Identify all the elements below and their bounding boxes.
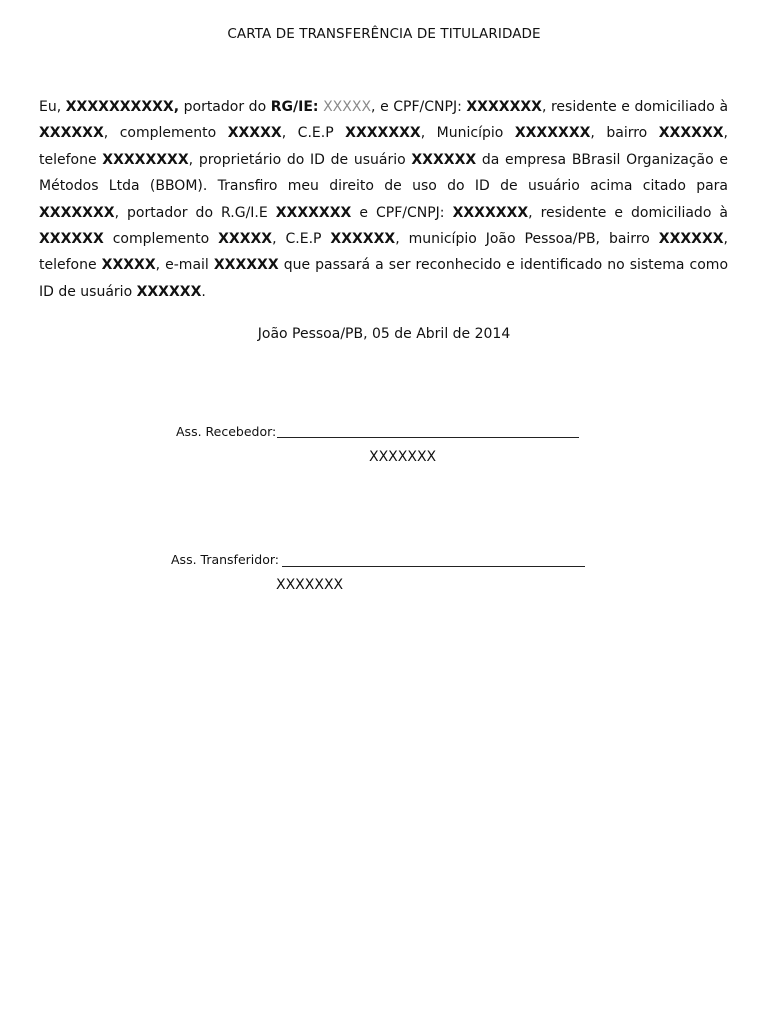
paragraph-text: , residente e domiciliado à	[528, 204, 728, 221]
receiver-signature-line	[277, 437, 579, 438]
transferor-signature-line	[282, 566, 585, 567]
paragraph-text: da empresa BBrasil Organização e Métodos Ltda (BBOM). Transfiro meu direito de uso do ID de usuário acima citado para	[39, 151, 728, 195]
paragraph-text: Eu,	[39, 99, 66, 115]
paragraph-text: , e CPF/CNPJ:	[371, 99, 467, 115]
placeholder-field: XXXXXXX	[275, 204, 352, 221]
placeholder-field: XXXXXX	[39, 125, 104, 142]
paragraph-text: .	[201, 283, 206, 300]
paragraph-text: complemento	[103, 231, 219, 248]
paragraph-text: , município João Pessoa/PB, bairro	[395, 231, 659, 248]
date-line: João Pessoa/PB, 05 de Abril de 2014	[257, 326, 511, 342]
placeholder-field: XXXXXX	[658, 125, 724, 142]
placeholder-field: XXXXXX	[411, 151, 477, 168]
transferor-signature-label: Ass. Transferidor:	[171, 552, 279, 567]
paragraph-text: que passará a ser reconhecido e identificado no sistema como ID de usuário	[39, 257, 729, 300]
paragraph-text: , telefone	[39, 231, 728, 274]
rg-ie-label: RG/IE:	[270, 99, 319, 115]
placeholder-field: XXXXXX	[39, 231, 104, 248]
paragraph-text: , e-mail	[155, 257, 214, 274]
paragraph-text: , C.E.P	[272, 231, 331, 248]
placeholder-field: XXXXXXX	[452, 204, 529, 221]
paragraph-text: , proprietário do ID de usuário	[188, 151, 412, 168]
placeholder-field: XXXXXXX	[514, 125, 591, 142]
placeholder-field: XXXXX	[101, 257, 156, 274]
placeholder-field: XXXXXXXXXX,	[65, 99, 180, 115]
placeholder-field: XXXXX	[227, 125, 282, 142]
placeholder-field: XXXXXX	[213, 257, 279, 274]
placeholder-field: XXXXXXX	[345, 125, 421, 142]
placeholder-field: XXXXXXX	[466, 99, 542, 115]
placeholder-field: XXXXXXXX	[102, 151, 189, 168]
placeholder-field: XXXXXX	[658, 231, 724, 248]
placeholder-field: XXXXXX	[330, 231, 396, 248]
placeholder-field: XXXXXXX	[39, 204, 115, 221]
placeholder-field: XXXXX	[218, 231, 273, 248]
document-title: CARTA DE TRANSFERÊNCIA DE TITULARIDADE	[227, 26, 541, 42]
paragraph-text: portador do	[179, 99, 271, 115]
receiver-name: XXXXXXX	[369, 449, 437, 465]
paragraph-text: , portador do R.G/I.E	[114, 204, 276, 221]
paragraph-text: , residente e domiciliado à	[541, 99, 729, 115]
placeholder-field: XXXXXX	[136, 283, 202, 300]
transferor-name: XXXXXXX	[276, 577, 344, 593]
paragraph-text: , telefone	[39, 125, 728, 168]
paragraph-text: , bairro	[590, 125, 659, 142]
paragraph-text: , Município	[420, 125, 515, 142]
placeholder-field: XXXXX	[323, 99, 372, 115]
transfer-paragraph	[39, 94, 728, 305]
paragraph-text: e CPF/CNPJ:	[351, 204, 453, 221]
paragraph-text: , C.E.P	[281, 125, 346, 142]
paragraph-text: , complemento	[103, 125, 228, 142]
receiver-signature-label: Ass. Recebedor:	[176, 424, 277, 439]
